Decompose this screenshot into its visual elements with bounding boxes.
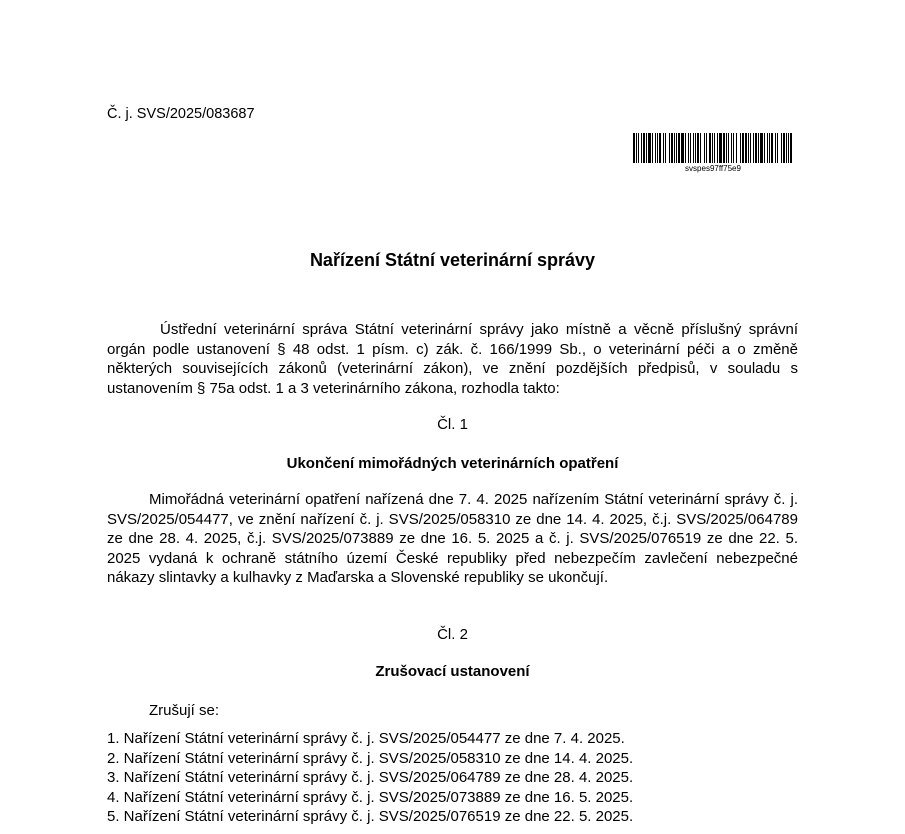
repeal-lead: Zrušují se: [149,702,220,719]
article-1-body [107,490,798,588]
reference-number: Č. j. SVS/2025/083687 [107,106,255,122]
article-2-number: Čl. 2 [437,626,468,643]
article-1-text: Mimořádná veterinární opatření nařízená dne 7. 4. 2025 nařízením Státní veterinární správy č. j. SVS/2025/054477, ve znění nařízení č. j. SVS/2025/058310 ze dne 14. 4. 2025, č.j. SVS/2025/064789 ze dne 28. 4. 2025, č.j. SVS/2025/073889 ze dne 16. 5. 2025 a č. j. SVS/2025/076519 ze dne 22. 5. 2025 vydaná k ochraně státního území České republiky před nebezpečím zavlečení nebezpečné nákazy slintavky a kulhavky z Maďarska a Slovenské republiky se ukončují. [107,491,798,586]
barcode [633,133,793,173]
barcode-image [633,133,793,163]
intro-paragraph [107,320,798,398]
document-title: Nařízení Státní veterinární správy [309,250,596,270]
list-item: 3. Nařízení Státní veterinární správy č. j. SVS/2025/064789 ze dne 28. 4. 2025. [107,769,634,786]
repeal-list [107,729,633,827]
list-item: 5. Nařízení Státní veterinární správy č. j. SVS/2025/076519 ze dne 22. 5. 2025. [107,808,634,825]
barcode-text: svspes97ff75e9 [685,164,741,173]
list-item: 2. Nařízení Státní veterinární správy č. j. SVS/2025/058310 ze dne 14. 4. 2025. [107,749,634,767]
article-2-title: Zrušovací ustanovení [375,663,530,680]
list-item: 1. Nařízení Státní veterinární správy č. j. SVS/2025/054477 ze dne 7. 4. 2025. [107,730,625,747]
intro-text: Ústřední veterinární správa Státní veterinární správy jako místně a věcně příslušný správní orgán podle ustanovení § 48 odst. 1 písm. c) zák. č. 166/1999 Sb., o veterinární péči a o změně některých souvisejících zákonů (veterinární zákon), ve znění pozdějších předpisů, v souladu s ustanovením § 75a odst. 1 a 3 veterinárního zákona, rozhodla takto: [107,321,798,397]
article-1-number: Čl. 1 [437,416,468,433]
list-item: 4. Nařízení Státní veterinární správy č. j. SVS/2025/073889 ze dne 16. 5. 2025. [107,788,634,806]
article-1-title: Ukončení mimořádných veterinárních opatření [286,455,619,472]
